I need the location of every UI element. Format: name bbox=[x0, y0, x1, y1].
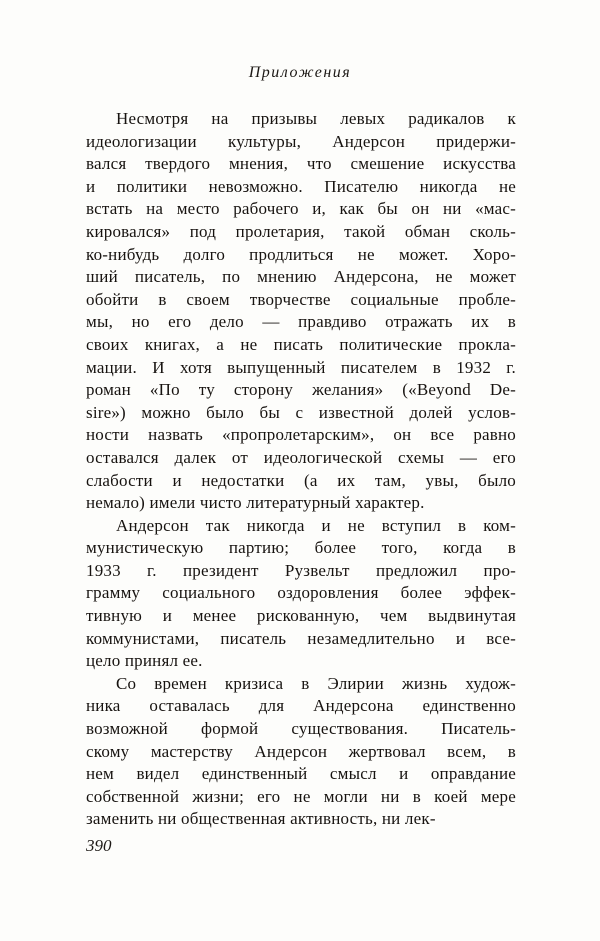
text-line: собственной жизни; его не могли ни в коей мере bbox=[86, 786, 516, 806]
text-line: нем видел единственный смысл и оправдание bbox=[86, 764, 516, 784]
text-line: возможной формой существования. Писатель- bbox=[86, 719, 516, 739]
text-line: коммунистами, писатель незамедлительно и все- bbox=[86, 628, 516, 648]
text-line: оставался далек от идеологической схемы — его bbox=[86, 447, 516, 467]
text-line: кировался» под пролетария, такой обман сколь- bbox=[86, 221, 516, 241]
text-line: идеологизации культуры, Андерсон придержи- bbox=[86, 131, 516, 151]
text-line: ко-нибудь долго продлиться не может. Хоро- bbox=[86, 244, 516, 264]
text-line: Андерсон так никогда и не вступил в ком- bbox=[116, 515, 516, 535]
running-header: Приложения bbox=[248, 64, 352, 81]
body-text bbox=[86, 108, 516, 831]
text-line: немало) имели чисто литературный характер. bbox=[86, 493, 425, 513]
text-line: мы, но его дело — правдиво отражать их в bbox=[86, 312, 516, 332]
text-line: Несмотря на призывы левых радикалов к bbox=[116, 109, 516, 128]
text-line: ника оставалась для Андерсона единственно bbox=[86, 696, 516, 716]
text-line: мации. И хотя выпущенный писателем в 1932 г. bbox=[86, 357, 516, 377]
text-line: ший писатель, по мнению Андерсона, не может bbox=[86, 267, 516, 287]
text-line: скому мастерству Андерсон жертвовал всем, в bbox=[86, 741, 516, 761]
text-line: цело принял ее. bbox=[86, 651, 203, 671]
text-line: слабости и недостатки (а их там, увы, было bbox=[86, 470, 516, 490]
text-line: ности назвать «пропролетарским», он все равно bbox=[86, 425, 516, 445]
text-line: роман «По ту сторону желания» («Beyond De- bbox=[86, 380, 516, 400]
text-line: мунистическую партию; более того, когда в bbox=[86, 538, 516, 558]
text-line: 1933 г. президент Рузвельт предложил про- bbox=[86, 560, 516, 580]
text-line: вался твердого мнения, что смешение искусства bbox=[86, 154, 516, 174]
page-number: 390 bbox=[86, 836, 112, 855]
text-line: заменить ни общественная активность, ни лек- bbox=[86, 809, 436, 829]
text-line: тивную и менее рискованную, чем выдвинутая bbox=[86, 606, 516, 626]
text-line: своих книгах, а не писать политические прокла- bbox=[86, 334, 516, 354]
text-line: встать на место рабочего и, как бы он ни «мас- bbox=[86, 199, 516, 219]
text-line: Со времен кризиса в Элирии жизнь худож- bbox=[116, 673, 516, 693]
text-line: грамму социального оздоровления более эффек- bbox=[86, 583, 516, 603]
text-line: обойти в своем творчестве социальные пробле- bbox=[86, 289, 516, 309]
text-line: и политики невозможно. Писателю никогда не bbox=[86, 176, 516, 196]
text-line: sire») можно было бы с известной долей услов- bbox=[86, 402, 516, 422]
